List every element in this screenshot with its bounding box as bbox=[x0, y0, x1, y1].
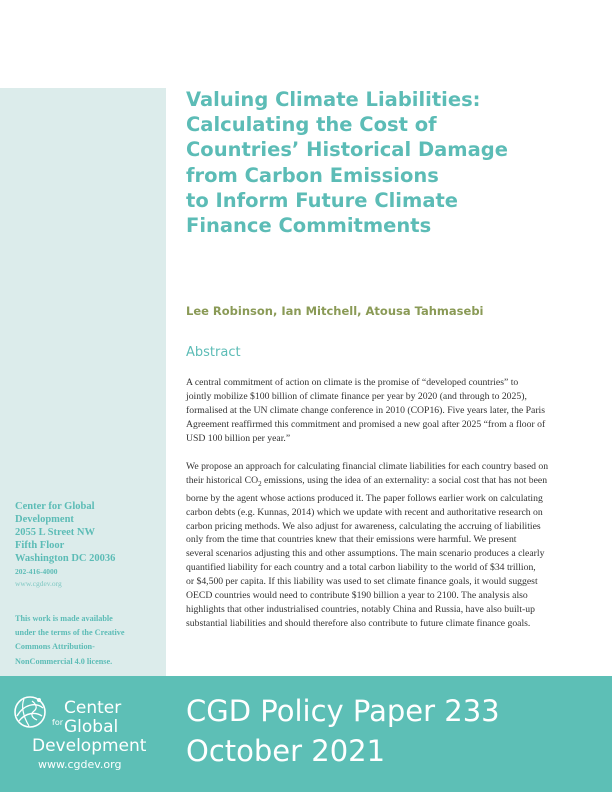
license-notice bbox=[15, 612, 125, 669]
text-line: highlights that other industrialised countries, notably China and Russia, have also built-up bbox=[186, 604, 535, 615]
logo-website[interactable]: www.cgdev.org bbox=[38, 758, 122, 771]
text-fragment: their historical CO bbox=[186, 474, 259, 486]
text-fragment: emissions, using the idea of an externality: a social cost that has not been bbox=[261, 474, 548, 486]
cgd-logo bbox=[12, 694, 162, 784]
address-line: Development bbox=[15, 514, 74, 525]
paper-title bbox=[186, 87, 596, 238]
title-line: Valuing Climate Liabilities: bbox=[186, 88, 481, 111]
title-line: from Carbon Emissions bbox=[186, 163, 439, 187]
text-line: carbon pricing methods. We also adjust for awareness, calculating the accruing of liabilities bbox=[186, 520, 541, 532]
title-line: Finance Commitments bbox=[186, 214, 432, 238]
logo-text-global: Global bbox=[64, 717, 119, 737]
text-line: Agreement reaffirmed this commitment and promised a new goal after 2025 “from a floor of bbox=[186, 418, 546, 430]
abstract-paragraph-1 bbox=[186, 376, 594, 446]
title-line: to Inform Future Climate bbox=[186, 188, 459, 212]
globe-swirl-icon bbox=[12, 694, 48, 730]
logo-text-center: Center bbox=[64, 698, 122, 718]
subscript-2: 2 bbox=[258, 479, 262, 488]
text-line: carbon debts (e.g. Kunnas, 2014) which we update with recent and authoritative research on bbox=[186, 506, 543, 518]
abstract-paragraph-2 bbox=[186, 460, 594, 631]
title-line: Countries’ Historical Damage bbox=[186, 138, 508, 162]
address-line: Washington DC 20036 bbox=[15, 553, 116, 564]
text-line: We propose an approach for calculating financial climate liabilities for each country based on bbox=[186, 461, 549, 472]
text-line: substantial liabilities and should therefore also contribute to future climate finance goals. bbox=[186, 617, 531, 629]
text-line: or $4,500 per capita. If this liability was used to set climate finance goals, it would suggest bbox=[186, 576, 538, 588]
footer-band bbox=[0, 676, 612, 792]
text-line: quantified liability for each country and a total carbon liability to the world of $34 trillion, bbox=[186, 562, 536, 574]
abstract-heading: Abstract bbox=[186, 345, 241, 360]
text-line: formalised at the UN climate change conference in 2010 (COP16). Five years later, the Paris bbox=[186, 404, 546, 416]
author-list: Lee Robinson, Ian Mitchell, Atousa Tahmasebi bbox=[186, 304, 484, 318]
text-line: A central commitment of action on climate is the promise of “developed countries” to bbox=[186, 377, 519, 388]
license-line: under the terms of the Creative bbox=[15, 628, 125, 638]
license-line: NonCommercial 4.0 license. bbox=[15, 656, 113, 666]
title-line: Calculating the Cost of bbox=[186, 113, 437, 137]
website-link[interactable]: www.cgdev.org bbox=[15, 579, 62, 588]
publication-date: October 2021 bbox=[186, 734, 386, 768]
series-label: CGD Policy Paper 233 bbox=[186, 694, 500, 728]
address-line: Center for Global bbox=[15, 501, 95, 512]
text-line: several scenarios adjusting this and other assumptions. The main scenario produces a clearly bbox=[186, 548, 545, 560]
text-line: only from the time that countries knew that their emissions were harmful. We present bbox=[186, 534, 517, 546]
license-line: Commons Attribution- bbox=[15, 642, 95, 652]
text-line: USD 100 billion per year.” bbox=[186, 432, 291, 444]
contact-block bbox=[15, 500, 115, 589]
logo-text-development: Development bbox=[32, 736, 147, 756]
text-line: borne by the agent whose actions produced it. The paper follows earlier work on calculating bbox=[186, 492, 543, 504]
logo-text-for: for bbox=[52, 718, 63, 727]
phone-number: 202-416-4000 bbox=[15, 567, 58, 576]
address-line: Fifth Floor bbox=[15, 540, 65, 551]
text-line: OECD countries would need to contribute $190 billion a year to 2100. The analysis also bbox=[186, 590, 528, 602]
license-line: This work is made available bbox=[15, 614, 113, 623]
text-line: jointly mobilize $100 billion of climate finance per year by 2020 (and through to 2025), bbox=[186, 390, 527, 402]
address-line: 2055 L Street NW bbox=[15, 527, 96, 538]
text-line bbox=[186, 474, 594, 492]
